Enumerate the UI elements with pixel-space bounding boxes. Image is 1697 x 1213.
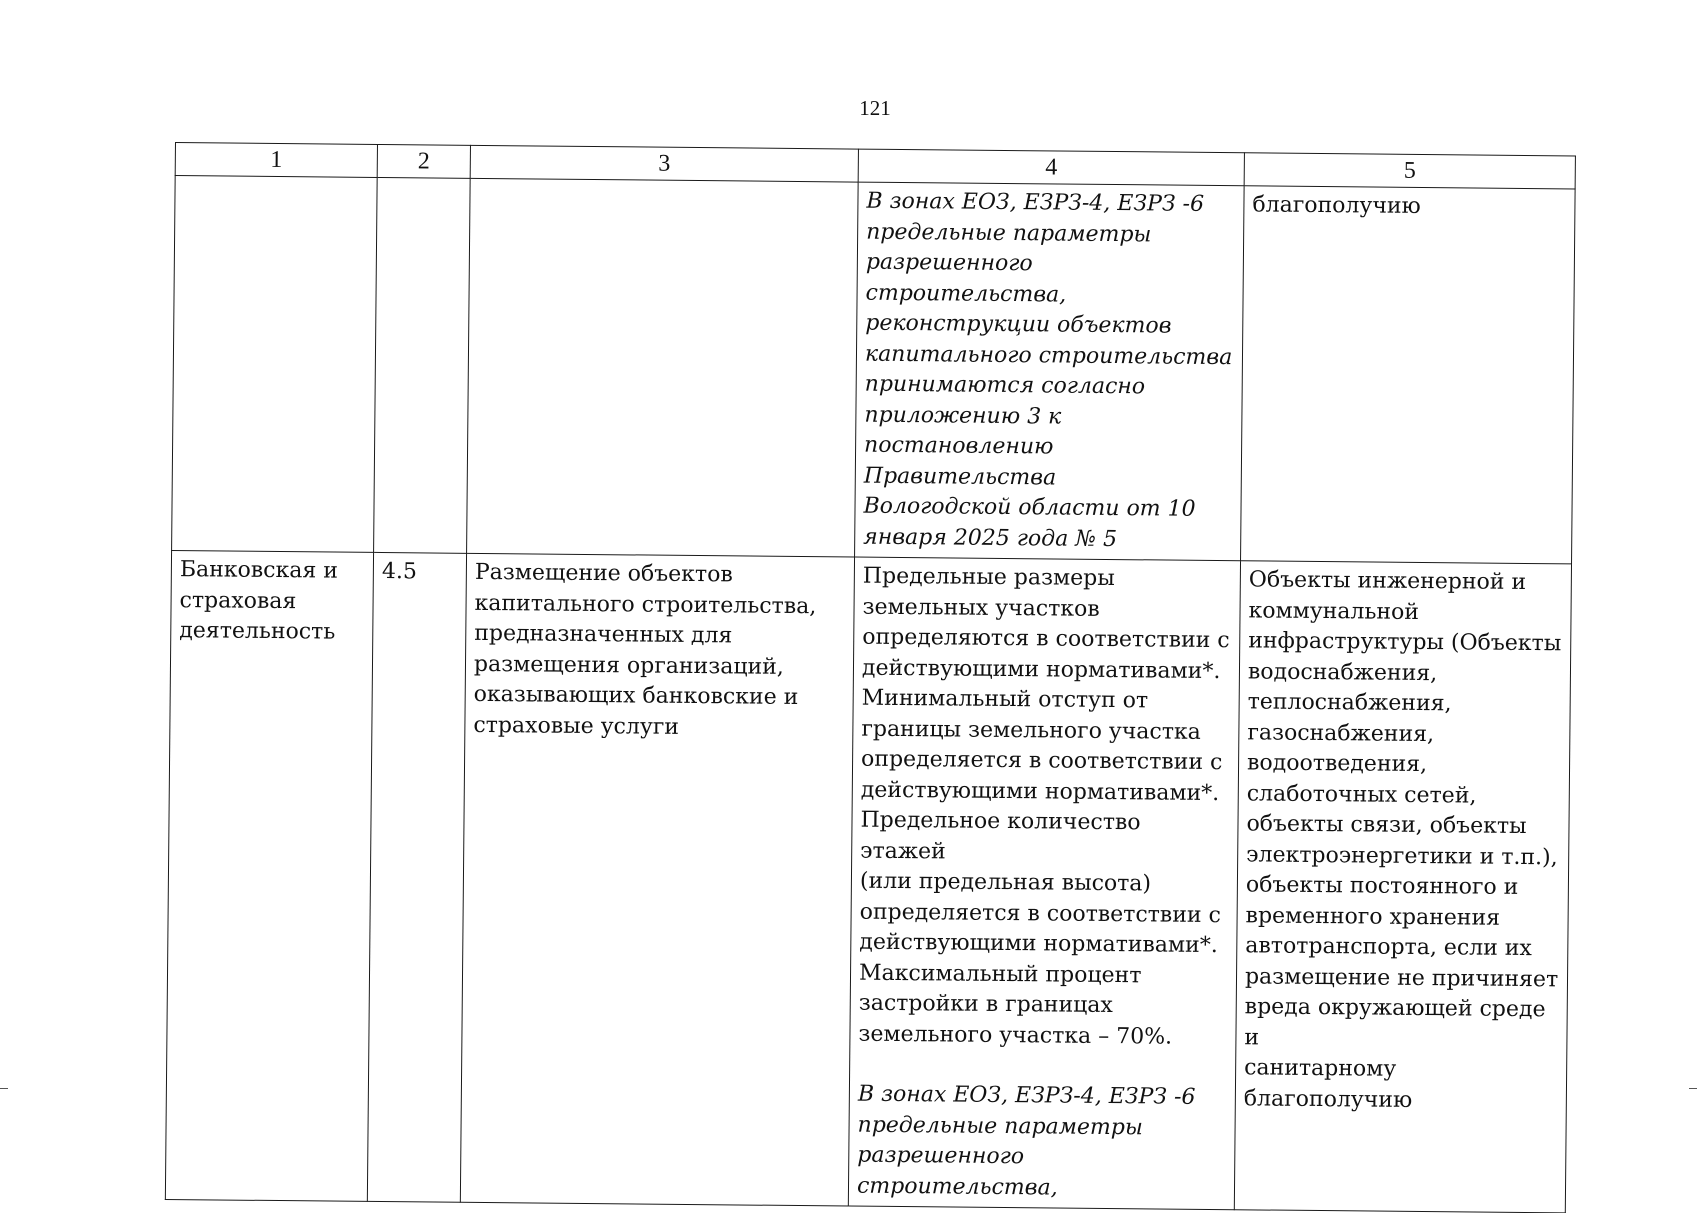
column-number-3: 3 — [470, 145, 858, 182]
parameters-text: Предельные размеры земельных участков определяются в соответствии с действующими нормативами*. Минимальный отступ от границы земельного участка определяется в соответствии с действующими нормативами*. Предельное количество этажей (или предельная высота) определяется в соответствии с действующими нормативами*. Максимальный процент застройки в границах земельного участка – 70%. — [858, 563, 1230, 1050]
use-code-cell — [374, 177, 471, 553]
use-type-cell: Банковская и страховая деятельность — [165, 550, 373, 1201]
parameters-cell — [848, 557, 1240, 1210]
table-row — [172, 176, 1576, 564]
zone-note: В зонах ЕОЗ, ЕЗРЗ-4, ЕЗРЗ -6 предельные параметры разрешенного строительства, — [856, 1081, 1196, 1201]
column-number-2: 2 — [377, 144, 470, 178]
page-number: 121 — [859, 96, 891, 120]
use-code-cell: 4.5 — [367, 552, 466, 1202]
zone-note: В зонах ЕОЗ, ЕЗРЗ-4, ЕЗРЗ -6 предельные параметры разрешенного строительства, реконструкции объектов капитального строительства принимаются согласно приложению 3 к постановлению Правительства Вологодской области от 10 января 2025 года № 5 — [863, 188, 1233, 552]
regulations-table — [165, 142, 1576, 1213]
right-edge-mark — [1689, 1088, 1697, 1089]
use-description-cell — [467, 178, 859, 557]
spacer — [858, 1050, 1227, 1084]
use-type-cell — [172, 176, 378, 553]
auxiliary-uses-cell: благополучию — [1241, 186, 1576, 564]
parameters-cell — [855, 182, 1245, 561]
table-row — [165, 550, 1571, 1212]
column-number-1: 1 — [175, 143, 377, 178]
column-number-5: 5 — [1244, 153, 1575, 189]
column-number-4: 4 — [858, 149, 1244, 186]
auxiliary-uses-cell: Объекты инженерной и коммунальной инфраструктуры (Объекты водоснабжения, теплоснабжения, газоснабжения, водоотведения, слаботочных сетей, объекты связи, объекты электроэнергетики и т.п.), объекты постоянного и временного хранения автотранспорта, если их размещение не причиняет вреда окружающей среде и санитарному благополучию — [1234, 561, 1571, 1213]
left-edge-mark — [0, 1088, 8, 1089]
use-description-cell: Размещение объектов капитального строительства, предназначенных для размещения организаций, оказывающих банковские и страховые услуги — [460, 553, 854, 1206]
